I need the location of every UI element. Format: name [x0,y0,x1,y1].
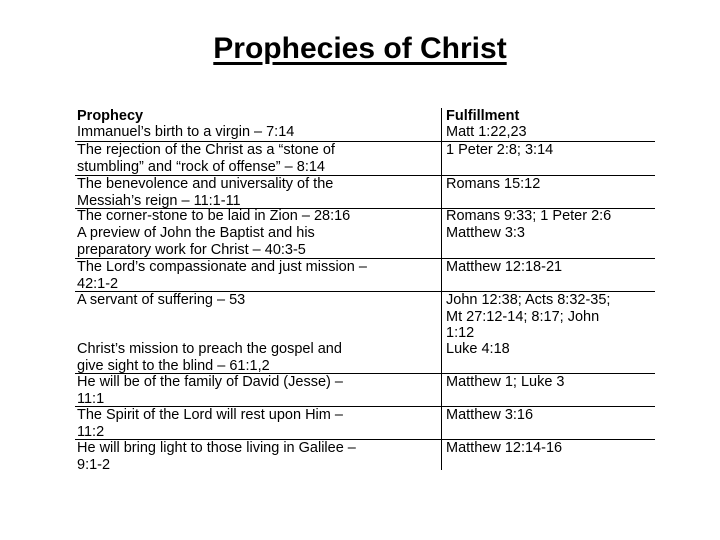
fulfillment-line: Romans 9:33; 1 Peter 2:6 [446,208,612,224]
fulfillment-cell [446,440,654,457]
prophecy-line: A servant of suffering – 53 [77,292,246,308]
table-row [75,374,655,407]
prophecy-line: Christ’s mission to preach the gospel and [77,341,342,357]
prophecy-line: The Lord’s compassionate and just mission – [77,259,367,275]
prophecy-line: A preview of John the Baptist and his [77,225,315,241]
table-row [75,341,655,374]
prophecy-line: The corner-stone to be laid in Zion – 28:16 [77,208,351,224]
fulfillment-line: Matthew 12:14-16 [446,440,563,456]
table-row [75,208,655,225]
fulfillment-line: Matthew 3:16 [446,407,534,423]
prophecy-line: Immanuel’s birth to a virgin – 7:14 [77,124,295,140]
fulfillment-cell [446,142,654,159]
fulfillment-line: Mt 27:12-14; 8:17; John [446,308,600,325]
prophecy-line: 42:1-2 [77,275,119,292]
prophecy-line: The Spirit of the Lord will rest upon Him – [77,407,343,423]
header-prophecy: Prophecy [77,108,144,124]
prophecy-cell [77,225,437,258]
fulfillment-line: Matt 1:22,23 [446,124,527,140]
prophecy-table [75,108,655,473]
table-row [75,407,655,440]
fulfillment-cell [446,374,654,391]
table-row [75,292,655,341]
prophecy-line: The rejection of the Christ as a “stone of [77,142,335,158]
fulfillment-line: Matthew 3:3 [446,225,525,241]
fulfillment-cell [446,292,654,342]
fulfillment-cell [446,124,654,141]
fulfillment-cell [446,341,654,358]
prophecy-line: 9:1-2 [77,456,111,473]
prophecy-line: stumbling” and “rock of offense” – 8:14 [77,158,325,175]
table-row [75,142,655,176]
fulfillment-cell [446,407,654,424]
prophecy-cell [77,374,437,407]
prophecy-cell [77,292,437,309]
fulfillment-line: Matthew 1; Luke 3 [446,374,565,390]
prophecy-cell [77,142,437,175]
prophecy-line: preparatory work for Christ – 40:3-5 [77,241,306,258]
prophecy-cell [77,407,437,440]
header-fulfillment: Fulfillment [446,108,520,124]
prophecy-cell [77,176,437,209]
fulfillment-cell [446,208,654,225]
prophecy-line: He will bring light to those living in Galilee – [77,440,356,456]
prophecy-line: 11:2 [77,423,105,440]
prophecy-cell [77,259,437,292]
table-row [75,259,655,292]
fulfillment-line: Luke 4:18 [446,341,510,357]
fulfillment-cell [446,225,654,242]
fulfillment-cell [446,259,654,276]
prophecy-line: 11:1 [77,390,105,407]
fulfillment-line: Romans 15:12 [446,176,541,192]
table-header [75,108,655,124]
prophecy-line: He will be of the family of David (Jesse) – [77,374,343,390]
fulfillment-cell [446,176,654,193]
prophecy-line: The benevolence and universality of the [77,176,334,192]
prophecy-cell [77,124,437,141]
fulfillment-line: Matthew 12:18-21 [446,259,563,275]
page-title: Prophecies of Christ [213,32,507,65]
prophecy-cell [77,440,437,473]
table-row [75,440,655,473]
prophecy-line: give sight to the blind – 61:1,2 [77,357,270,374]
fulfillment-line: 1:12 [446,325,475,341]
table-row [75,225,655,259]
prophecy-cell [77,341,437,374]
prophecy-cell [77,208,437,225]
fulfillment-line: 1 Peter 2:8; 3:14 [446,142,554,158]
table-row [75,176,655,209]
prophecy-line: Messiah’s reign – 11:1-11 [77,192,241,209]
table-row [75,124,655,142]
fulfillment-line: John 12:38; Acts 8:32-35; [446,292,611,308]
